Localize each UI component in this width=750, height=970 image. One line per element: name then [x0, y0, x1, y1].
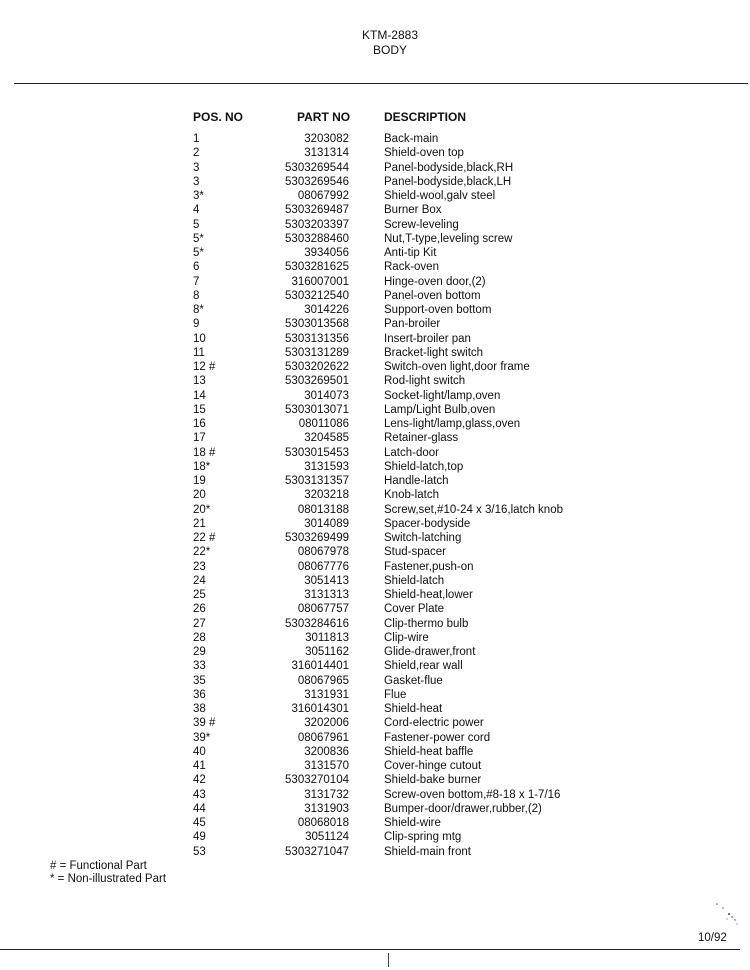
part-number-cell: 5303013568: [285, 318, 349, 331]
pos-cell: 19: [193, 475, 206, 487]
table-row: [0, 275, 750, 289]
table-row: [0, 788, 750, 802]
pos-cell: 41: [193, 760, 206, 772]
table-row: [0, 759, 750, 773]
column-header-description: DESCRIPTION: [384, 110, 467, 124]
table-row: [0, 146, 750, 160]
part-number-cell: 5303131356: [285, 332, 349, 345]
table-row: [0, 731, 750, 745]
pos-cell: 3: [193, 175, 200, 188]
table-row: [0, 232, 750, 246]
table-row: [0, 431, 750, 445]
part-number-cell: 08068018: [297, 817, 349, 829]
table-row: [0, 588, 750, 602]
description-cell: Fastener-power cord: [384, 731, 491, 744]
part-number-cell: 5303013071: [285, 403, 349, 416]
part-number-cell: 08067965: [297, 674, 349, 687]
description-cell: Shield,rear wall: [384, 660, 463, 673]
description-cell: Support-oven bottom: [384, 304, 492, 316]
part-number-cell: 3051162: [305, 646, 349, 658]
table-row: [0, 332, 750, 346]
description-cell: Bumper-door/drawer,rubber,(2): [384, 802, 542, 815]
pos-cell: 5*: [193, 232, 204, 245]
pos-cell: 33: [193, 660, 206, 673]
part-number-cell: 3203082: [304, 133, 349, 145]
description-cell: Shield-oven top: [384, 147, 464, 160]
part-number-cell: 5303270104: [285, 774, 349, 787]
description-cell: Socket-light/lamp,oven: [384, 389, 501, 402]
pos-cell: 25: [193, 589, 206, 601]
description-cell: Shield-latch: [384, 574, 445, 587]
pos-cell: 20: [193, 489, 206, 502]
pos-cell: 20*: [193, 503, 211, 516]
description-cell: Latch-door: [384, 446, 439, 459]
part-number-cell: 316014401: [291, 660, 349, 673]
table-row: [0, 830, 750, 844]
part-number-cell: 3200836: [304, 745, 349, 758]
part-number-cell: 5303131289: [285, 346, 349, 359]
pos-cell: 18 #: [193, 446, 216, 459]
part-number-cell: 08067961: [297, 731, 349, 744]
table-row: [0, 289, 750, 303]
description-cell: Shield-wire: [384, 817, 441, 829]
part-number-cell: 5303131357: [285, 475, 349, 487]
pos-cell: 5: [193, 218, 200, 231]
description-cell: Rack-oven: [384, 261, 439, 274]
description-cell: Bracket-light switch: [384, 346, 484, 359]
table-row: [0, 645, 750, 659]
table-row: [0, 460, 750, 474]
description-cell: Shield-wool,galv steel: [384, 190, 496, 202]
table-row: [0, 175, 750, 189]
part-number-cell: 5303284616: [285, 617, 349, 630]
table-row: [0, 303, 750, 317]
description-cell: Screw-leveling: [384, 218, 459, 231]
table-row: [0, 389, 750, 403]
pos-cell: 27: [193, 617, 206, 630]
description-cell: Cord-electric power: [384, 717, 484, 730]
pos-cell: 13: [193, 375, 206, 388]
table-row: [0, 346, 750, 360]
description-cell: Knob-latch: [384, 489, 439, 502]
table-row: [0, 260, 750, 274]
part-number-cell: 5303203397: [285, 218, 349, 231]
description-cell: Pan-broiler: [384, 318, 441, 331]
table-row: [0, 446, 750, 460]
pos-cell: 2: [193, 147, 200, 160]
table-row: [0, 602, 750, 616]
part-number-cell: 5303269487: [285, 204, 349, 217]
description-cell: Hinge-oven door,(2): [384, 275, 486, 288]
description-cell: Shield-main front: [384, 845, 471, 858]
part-number-cell: 5303269501: [285, 375, 349, 388]
description-cell: Spacer-bodyside: [384, 517, 471, 530]
table-row: [0, 503, 750, 517]
description-cell: Clip-thermo bulb: [384, 617, 469, 630]
part-number-cell: 08067992: [297, 190, 349, 202]
part-number-cell: 3131732: [304, 788, 349, 801]
description-cell: Handle-latch: [384, 475, 449, 487]
part-number-cell: 5303269544: [285, 161, 349, 174]
part-number-cell: 5303281625: [285, 261, 349, 274]
description-cell: Clip-spring mtg: [384, 831, 462, 844]
table-row: [0, 845, 750, 859]
table-row: [0, 659, 750, 673]
part-number-cell: 3014226: [304, 304, 349, 316]
pos-cell: 14: [193, 389, 206, 402]
pos-cell: 11: [193, 346, 205, 359]
legend-non-illustrated: * = Non-illustrated Part: [50, 873, 167, 885]
part-number-cell: 3131570: [304, 760, 349, 772]
part-number-cell: 08067776: [297, 560, 349, 573]
part-number-cell: 3014073: [304, 389, 349, 402]
description-cell: Gasket-flue: [384, 674, 443, 687]
pos-cell: 26: [193, 603, 206, 616]
description-cell: Nut,T-type,leveling screw: [384, 232, 513, 245]
part-number-cell: 3204585: [304, 432, 349, 445]
table-row: [0, 574, 750, 588]
description-cell: Glide-drawer,front: [384, 646, 476, 658]
table-row: [0, 218, 750, 232]
table-row: [0, 517, 750, 531]
description-cell: Insert-broiler pan: [384, 332, 471, 345]
part-number-cell: 3051124: [305, 831, 349, 844]
part-number-cell: 08011086: [298, 418, 349, 430]
table-row: [0, 745, 750, 759]
description-cell: Shield-heat baffle: [384, 745, 474, 758]
column-header-pos: POS. NO: [193, 110, 244, 124]
pos-cell: 21: [193, 517, 206, 530]
description-cell: Fastener,push-on: [384, 560, 474, 573]
table-row: [0, 802, 750, 816]
pos-cell: 39 #: [193, 717, 216, 730]
table-row: [0, 688, 750, 702]
part-number-cell: 316014301: [291, 703, 349, 715]
pos-cell: 40: [193, 745, 206, 758]
description-cell: Screw,set,#10-24 x 3/16,latch knob: [384, 503, 563, 516]
table-row: [0, 716, 750, 730]
description-cell: Screw-oven bottom,#8-18 x 1-7/16: [384, 788, 561, 801]
pos-cell: 8*: [193, 304, 204, 316]
pos-cell: 22*: [193, 546, 211, 559]
description-cell: Stud-spacer: [384, 546, 447, 559]
pos-cell: 39*: [193, 731, 211, 744]
description-cell: Shield-heat: [384, 703, 443, 715]
table-row: [0, 403, 750, 417]
description-cell: Burner Box: [384, 204, 442, 217]
pos-cell: 16: [193, 418, 206, 430]
part-number-cell: 5303269499: [285, 532, 349, 544]
table-row: [0, 773, 750, 787]
part-number-cell: 5303202622: [285, 361, 349, 373]
pos-cell: 36: [193, 688, 206, 701]
pos-cell: 38: [193, 703, 206, 715]
part-number-cell: 08013188: [297, 503, 349, 516]
description-cell: Shield-latch,top: [384, 460, 464, 473]
table-row: [0, 816, 750, 830]
pos-cell: 15: [193, 403, 206, 416]
pos-cell: 22 #: [193, 532, 216, 544]
part-number-cell: 5303288460: [285, 232, 349, 245]
part-number-cell: 316007001: [291, 275, 349, 288]
pos-cell: 17: [193, 432, 206, 445]
pos-cell: 5*: [193, 247, 204, 259]
part-number-cell: 3131313: [304, 589, 349, 601]
part-number-cell: 3131903: [304, 802, 349, 815]
bottom-rule: [0, 949, 740, 950]
table-row: [0, 531, 750, 545]
table-row: [0, 474, 750, 488]
pos-cell: 29: [193, 646, 206, 658]
description-cell: Anti-tip Kit: [384, 247, 437, 259]
part-number-cell: 3131931: [304, 688, 349, 701]
description-cell: Cover-hinge cutout: [384, 760, 482, 772]
pos-cell: 42: [193, 774, 206, 787]
table-row: [0, 132, 750, 146]
description-cell: Cover Plate: [384, 603, 445, 616]
part-number-cell: 3203218: [304, 489, 349, 502]
pos-cell: 18*: [193, 460, 211, 473]
pos-cell: 43: [193, 788, 206, 801]
pos-cell: 24: [193, 574, 206, 587]
table-row: [0, 631, 750, 645]
part-number-cell: 5303212540: [285, 289, 349, 302]
pos-cell: 3: [193, 161, 200, 174]
table-row: [0, 702, 750, 716]
description-cell: Back-main: [384, 133, 439, 145]
revision-date: 10/92: [698, 932, 727, 944]
description-cell: Lens-light/lamp,glass,oven: [384, 418, 521, 430]
description-cell: Panel-bodyside,black,LH: [384, 175, 512, 188]
top-rule: [14, 83, 748, 84]
section-title: BODY: [372, 43, 407, 57]
table-row: [0, 360, 750, 374]
pos-cell: 28: [193, 631, 206, 644]
part-number-cell: 3131314: [304, 147, 349, 160]
part-number-cell: 3011813: [305, 631, 349, 644]
table-row: [0, 317, 750, 331]
description-cell: Lamp/Light Bulb,oven: [384, 403, 496, 416]
pos-cell: 7: [193, 275, 200, 288]
pos-cell: 4: [193, 204, 200, 217]
pos-cell: 53: [193, 845, 206, 858]
pos-cell: 3*: [193, 190, 204, 202]
description-cell: Shield-bake burner: [384, 774, 482, 787]
table-row: [0, 617, 750, 631]
description-cell: Panel-bodyside,black,RH: [384, 161, 514, 174]
model-number: KTM-2883: [361, 28, 419, 42]
table-row: [0, 560, 750, 574]
legend-functional: # = Functional Part: [50, 860, 147, 872]
description-cell: Panel-oven bottom: [384, 289, 481, 302]
description-cell: Switch-latching: [384, 532, 462, 544]
center-tick: [388, 953, 389, 967]
part-number-cell: 08067757: [297, 603, 349, 616]
table-row: [0, 374, 750, 388]
pos-cell: 44: [193, 802, 206, 815]
table-row: [0, 417, 750, 431]
part-number-cell: 3051413: [304, 574, 349, 587]
part-number-cell: 5303271047: [285, 845, 349, 858]
part-number-cell: 3934056: [304, 247, 349, 259]
part-number-cell: 3014089: [304, 517, 349, 530]
part-number-cell: 08067978: [297, 546, 349, 559]
description-cell: Switch-oven light,door frame: [384, 361, 530, 373]
pos-cell: 35: [193, 674, 206, 687]
part-number-cell: 3202006: [304, 717, 349, 730]
parts-table: [0, 132, 750, 859]
pos-cell: 10: [193, 332, 206, 345]
table-row: [0, 488, 750, 502]
pos-cell: 8: [193, 289, 200, 302]
pos-cell: 9: [193, 318, 200, 331]
scan-specks: [705, 898, 741, 930]
column-header-part: PART NO: [297, 110, 351, 124]
table-row: [0, 161, 750, 175]
pos-cell: 45: [193, 817, 206, 829]
description-cell: Shield-heat,lower: [384, 589, 473, 601]
table-row: [0, 203, 750, 217]
part-number-cell: 3131593: [304, 460, 349, 473]
table-row: [0, 246, 750, 260]
table-row: [0, 674, 750, 688]
table-row: [0, 545, 750, 559]
description-cell: Retainer-glass: [384, 432, 459, 445]
pos-cell: 6: [193, 261, 200, 274]
pos-cell: 23: [193, 560, 206, 573]
pos-cell: 1: [193, 133, 200, 145]
description-cell: Rod-light switch: [384, 375, 466, 388]
table-row: [0, 189, 750, 203]
description-cell: Clip-wire: [384, 631, 429, 644]
pos-cell: 49: [193, 831, 206, 844]
description-cell: Flue: [384, 688, 407, 701]
pos-cell: 12 #: [193, 361, 216, 373]
part-number-cell: 5303015453: [285, 446, 349, 459]
part-number-cell: 5303269546: [285, 175, 349, 188]
